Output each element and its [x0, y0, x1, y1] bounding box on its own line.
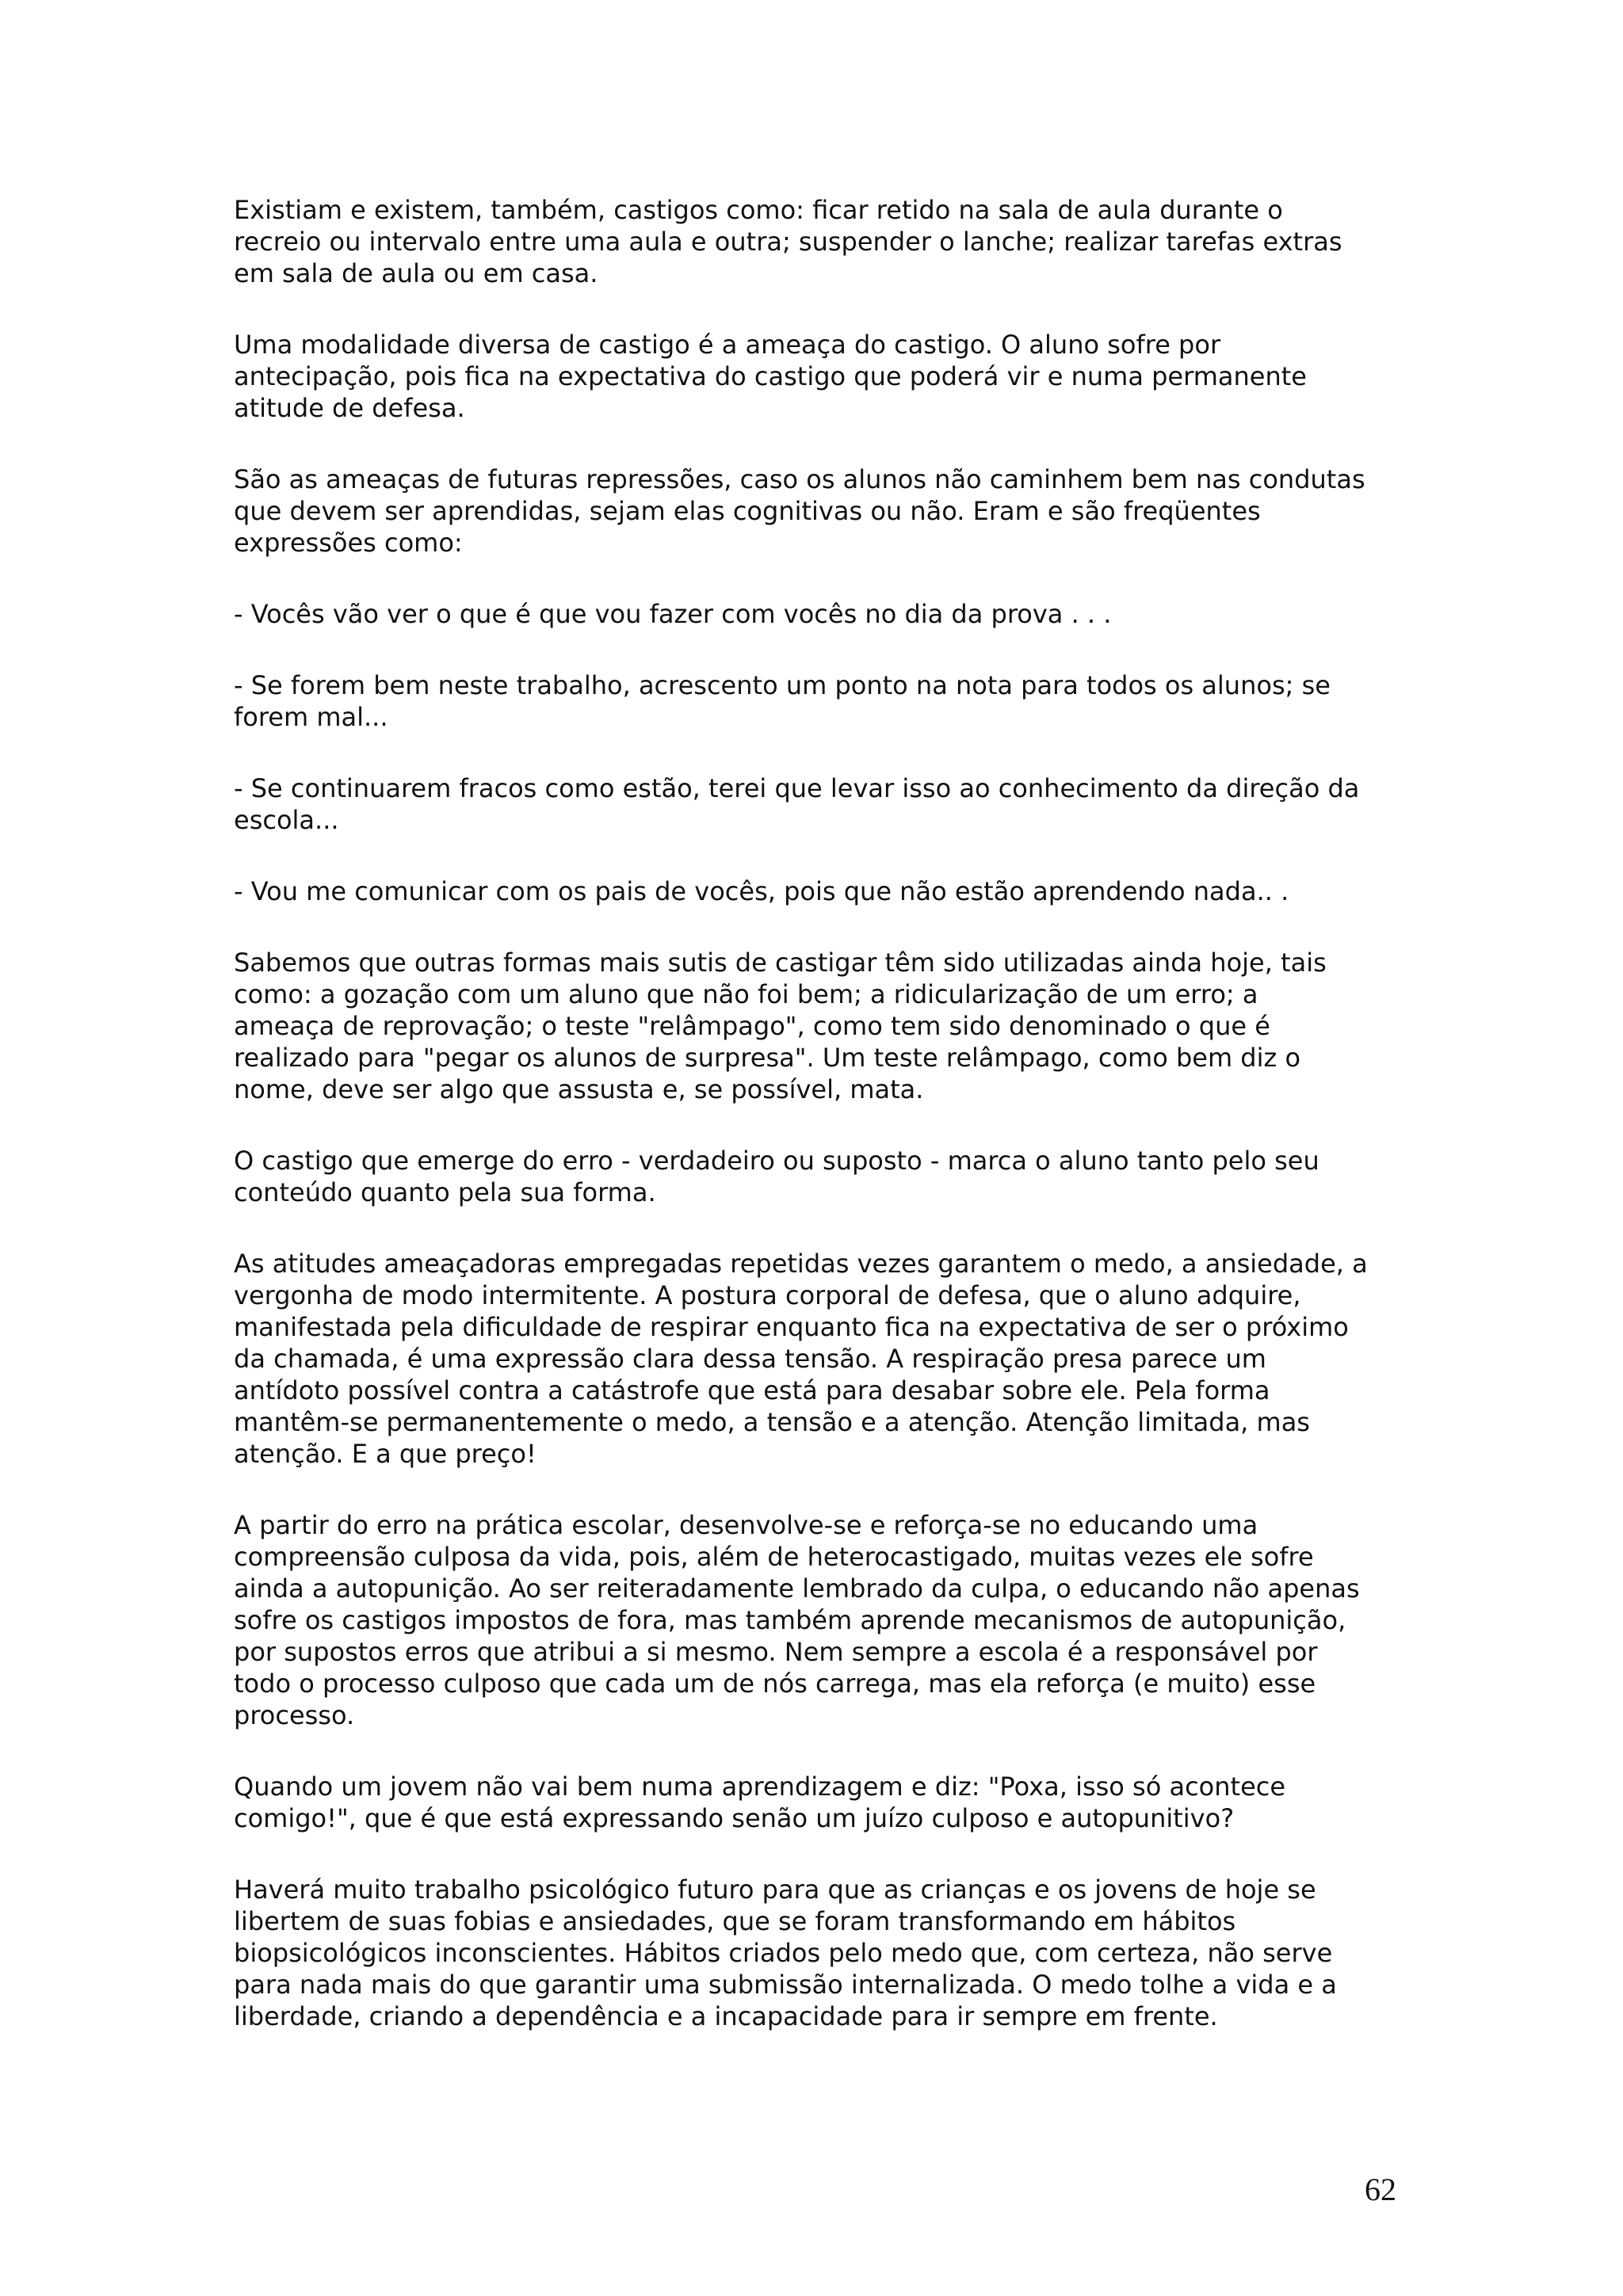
paragraph-2: Uma modalidade diversa de castigo é a ameaça do castigo. O aluno sofre por antecipação, pois fica na expectativa do castigo que poderá vir e numa permanente atitude de defesa.	[234, 330, 1307, 423]
paragraph-3: São as ameaças de futuras repressões, caso os alunos não caminhem bem nas condutas que devem ser aprendidas, sejam elas cognitivas ou não. Eram e são freqüentes expressões como:	[234, 464, 1365, 558]
paragraph-6: As atitudes ameaçadoras empregadas repetidas vezes garantem o medo, a ansiedade, a vergonha de modo intermitente. A postura corporal de defesa, que o aluno adquire, manifestada pela dificuldade de respirar enquanto fica na expectativa de ser o próximo da chamada, é uma expressão clara dessa tensão. A respiração presa parece um antídoto possível contra a catástrofe que está para desabar sobre ele. Pela forma mantêm-se permanentemente o medo, a tensão e a atenção. Atenção limitada, mas atenção. E a que preço!	[234, 1249, 1368, 1469]
page-number: 62	[1365, 2172, 1396, 2207]
paragraph-5: O castigo que emerge do erro - verdadeiro ou suposto - marca o aluno tanto pelo seu conteúdo quanto pela sua forma.	[234, 1146, 1319, 1207]
paragraph-8: Quando um jovem não vai bem numa aprendizagem e diz: "Poxa, isso só acontece comigo!", que é que está expressando senão um juízo culposo e autopunitivo?	[234, 1772, 1286, 1833]
paragraph-7: A partir do erro na prática escolar, desenvolve-se e reforça-se no educando uma compreensão culposa da vida, pois, além de heterocastigado, muitas vezes ele sofre ainda a autopunição. Ao ser reiteradamente lembrado da culpa, o educando não apenas sofre os castigos impostos de fora, mas também aprende mecanismos de autopunição, por supostos erros que atribui a si mesmo. Nem sempre a escola é a responsável por todo o processo culposo que cada um de nós carrega, mas ela reforça (e muito) esse processo.	[234, 1510, 1360, 1730]
quote-3: - Se continuarem fracos como estão, terei que levar isso ao conhecimento da direção da escola...	[234, 773, 1360, 835]
quote-1: - Vocês vão ver o que é que vou fazer com vocês no dia da prova . . .	[234, 599, 1112, 629]
quote-2: - Se forem bem neste trabalho, acrescento um ponto na nota para todos os alunos; se forem mal...	[234, 670, 1331, 732]
paragraph-1: Existiam e existem, também, castigos como: ficar retido na sala de aula durante o recreio ou intervalo entre uma aula e outra; suspender o lanche; realizar tarefas extras em sala de aula ou em casa.	[234, 195, 1342, 288]
paragraph-4: Sabemos que outras formas mais sutis de castigar têm sido utilizadas ainda hoje, tais como: a gozação com um aluno que não foi bem; a ridicularização de um erro; a ameaça de reprovação; o teste "relâmpago", como tem sido denominado o que é realizado para "pegar os alunos de surpresa". Um teste relâmpago, como bem diz o nome, deve ser algo que assusta e, se possível, mata.	[234, 948, 1327, 1104]
quote-4: - Vou me comunicar com os pais de vocês, pois que não estão aprendendo nada.. .	[234, 876, 1289, 906]
paragraph-9: Haverá muito trabalho psicológico futuro para que as crianças e os jovens de hoje se libertem de suas fobias e ansiedades, que se foram transformando em hábitos biopsicológicos inconscientes. Hábitos criados pelo medo que, com certeza, não serve para nada mais do que garantir uma submissão internalizada. O medo tolhe a vida e a liberdade, criando a dependência e a incapacidade para ir sempre em frente.	[234, 1875, 1337, 2031]
body-text	[234, 194, 1423, 2072]
